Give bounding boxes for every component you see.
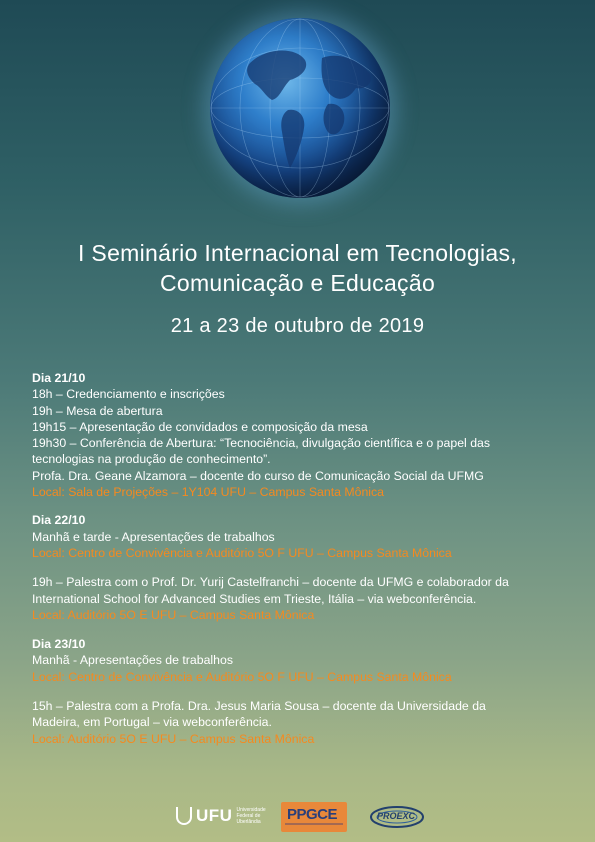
schedule-line: Manhã e tarde - Apresentações de trabalhos <box>32 529 275 544</box>
ufu-logo-text: UFU <box>196 806 233 825</box>
schedule-line: 19h15 – Apresentação de convidados e composição da mesa <box>32 419 368 434</box>
day-heading: Dia 22/10 <box>32 513 86 528</box>
schedule-line: Manhã - Apresentações de trabalhos <box>32 653 233 668</box>
ufu-mark-icon <box>176 807 192 825</box>
schedule-line: 18h – Credenciamento e inscrições <box>32 387 225 402</box>
schedule-line: 15h – Palestra com a Profa. Dra. Jesus Maria Sousa – docente da Universidade da <box>32 699 486 714</box>
day-heading: Dia 23/10 <box>32 637 86 652</box>
day-22-talk-block <box>32 574 572 623</box>
ppgce-logo-text: PPGCE <box>287 806 338 823</box>
proexc-logo-text: PROEXC <box>377 811 416 821</box>
schedule-line: 19h – Mesa de abertura <box>32 403 163 418</box>
schedule-line: International School for Advanced Studies em Trieste, Itália – via webconferência. <box>32 591 477 606</box>
sponsor-logos <box>0 800 595 834</box>
schedule-line: 19h – Palestra com o Prof. Dr. Yurij Castelfranchi – docente da UFMG e colaborador da <box>32 575 509 590</box>
day-23-block <box>32 636 572 685</box>
schedule-line: Madeira, em Portugal – via webconferência. <box>32 715 272 730</box>
venue-line: Local: Centro de Convivência e Auditório 5O F UFU – Campus Santa Mônica <box>32 545 452 560</box>
ufu-logo <box>176 806 272 826</box>
venue-line: Local: Auditório 5O E UFU – Campus Santa Mônica <box>32 731 315 746</box>
day-21-block <box>32 370 572 500</box>
day-heading: Dia 21/10 <box>32 371 86 385</box>
day-23-talk-block <box>32 698 572 747</box>
schedule-line: 19h30 – Conferência de Abertura: “Tecnociência, divulgação científica e o papel das <box>32 436 491 451</box>
proexc-logo <box>369 804 425 830</box>
globe-illustration <box>210 18 390 198</box>
globe-icon <box>210 18 390 198</box>
venue-line: Local: Auditório 5O E UFU – Campus Santa Mônica <box>32 607 315 622</box>
ppgce-logo-rule <box>285 823 343 825</box>
schedule-line: Profa. Dra. Geane Alzamora – docente do curso de Comunicação Social da UFMG <box>32 468 484 483</box>
program <box>32 370 572 760</box>
venue-line: Local: Centro de Convivência e Auditório 5O F UFU – Campus Santa Mônica <box>32 669 452 684</box>
venue-line: Local: Sala de Projeções – 1Y104 UFU – Campus Santa Mônica <box>32 485 385 500</box>
ppgce-logo <box>281 802 347 832</box>
ufu-logo-subtitle: Universidade Federal de Uberlândia <box>236 807 266 825</box>
schedule-line: tecnologias na produção de conhecimento”. <box>32 452 271 467</box>
event-dates: 21 a 23 de outubro de 2019 <box>170 315 425 337</box>
day-22-block <box>32 512 572 561</box>
page-title: I Seminário Internacional em Tecnologias, Comunicação e Educação <box>78 240 517 296</box>
